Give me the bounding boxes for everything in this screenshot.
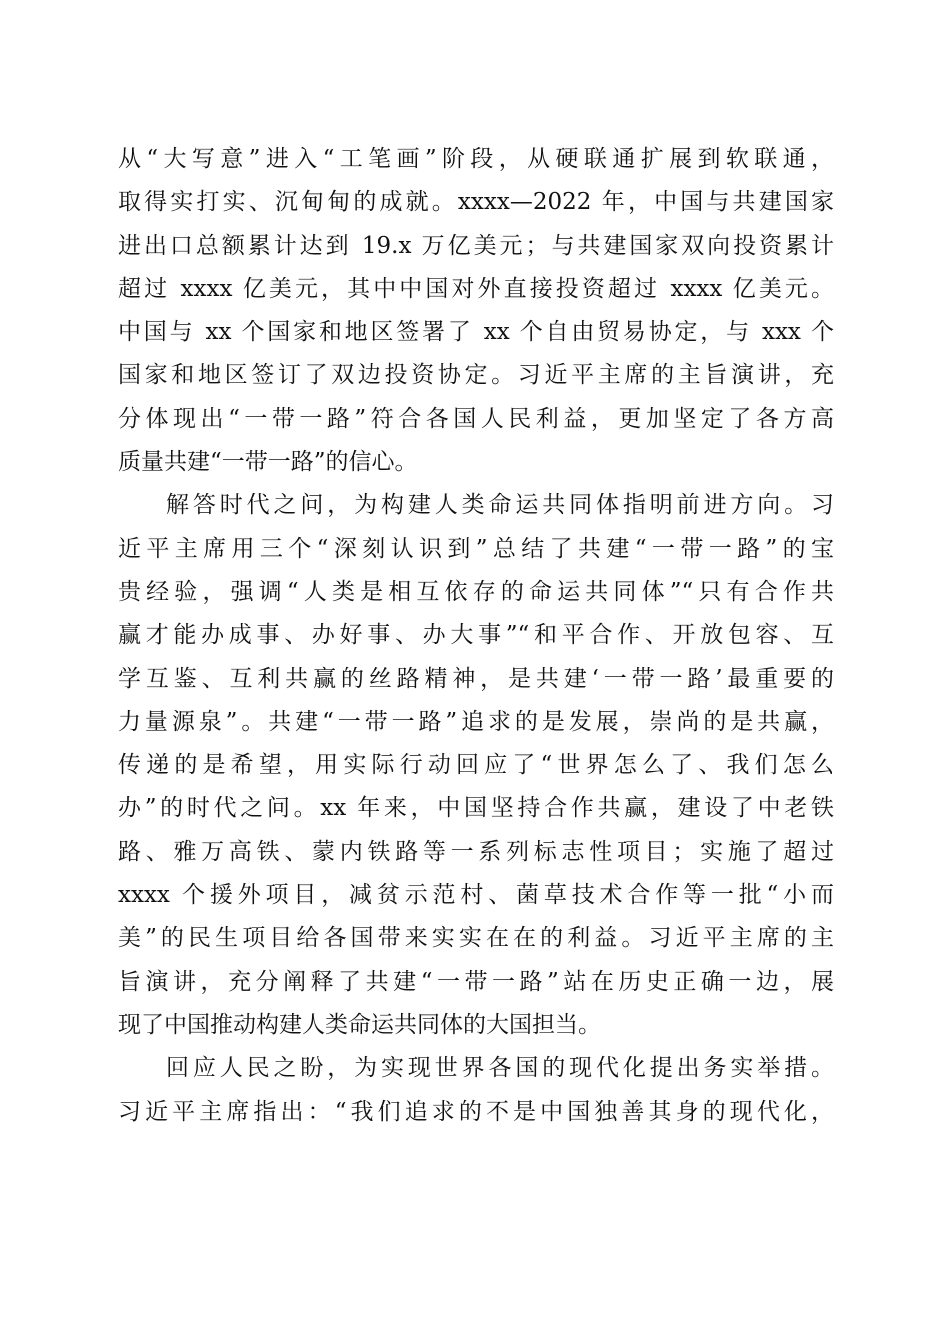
text-line: 取得实打实、沉甸甸的成就。xxxx—2022 年，中国与共建国家 (118, 189, 834, 216)
text-line: 质量共建“一带一路”的信心。 (118, 449, 418, 476)
text-line: 进出口总额累计达到 19.x 万亿美元；与共建国家双向投资累计 (118, 232, 834, 259)
paragraph-first-line: 解答时代之问，为构建人类命运共同体指明前进方向。习 (166, 492, 834, 519)
text-line: 现了中国推动构建人类命运共同体的大国担当。 (118, 1011, 601, 1038)
text-line: 国家和地区签订了双边投资协定。习近平主席的主旨演讲，充 (118, 362, 834, 389)
text-line: 传递的是希望，用实际行动回应了“世界怎么了、我们怎么 (118, 752, 834, 779)
text-line: 办”的时代之问。xx 年来，中国坚持合作共赢，建设了中老铁 (118, 795, 834, 822)
text-line: 力量源泉”。共建“一带一路”追求的是发展，崇尚的是共赢， (118, 708, 834, 735)
text-line: 超过 xxxx 亿美元，其中中国对外直接投资超过 xxxx 亿美元。 (118, 275, 834, 302)
text-line: 路、雅万高铁、蒙内铁路等一系列标志性项目；实施了超过 (118, 838, 834, 865)
text-line: 从“大写意”进入“工笔画”阶段，从硬联通扩展到软联通， (118, 146, 834, 172)
text-line: 分体现出“一带一路”符合各国人民利益，更加坚定了各方高 (118, 405, 834, 432)
text-line: 贵经验，强调“人类是相互依存的命运共同体”“只有合作共 (118, 578, 834, 605)
text-line: 学互鉴、互利共赢的丝路精神，是共建‘一带一路’最重要的 (118, 665, 834, 692)
text-line: 旨演讲，充分阐释了共建“一带一路”站在历史正确一边，展 (118, 968, 834, 995)
document-body-text (118, 138, 834, 1134)
text-line: 习近平主席指出：“我们追求的不是中国独善其身的现代化， (118, 1098, 834, 1125)
text-line: 美”的民生项目给各国带来实实在在的利益。习近平主席的主 (118, 925, 834, 952)
paragraph-first-line: 回应人民之盼，为实现世界各国的现代化提出务实举措。 (166, 1055, 834, 1082)
text-line: 赢才能办成事、办好事、办大事”“和平合作、开放包容、互 (118, 622, 834, 649)
text-line: xxxx 个援外项目，减贫示范村、菌草技术合作等一批“小而 (118, 882, 834, 909)
text-line: 中国与 xx 个国家和地区签署了 xx 个自由贸易协定，与 xxx 个 (118, 319, 834, 346)
text-line: 近平主席用三个“深刻认识到”总结了共建“一带一路”的宝 (118, 535, 834, 562)
